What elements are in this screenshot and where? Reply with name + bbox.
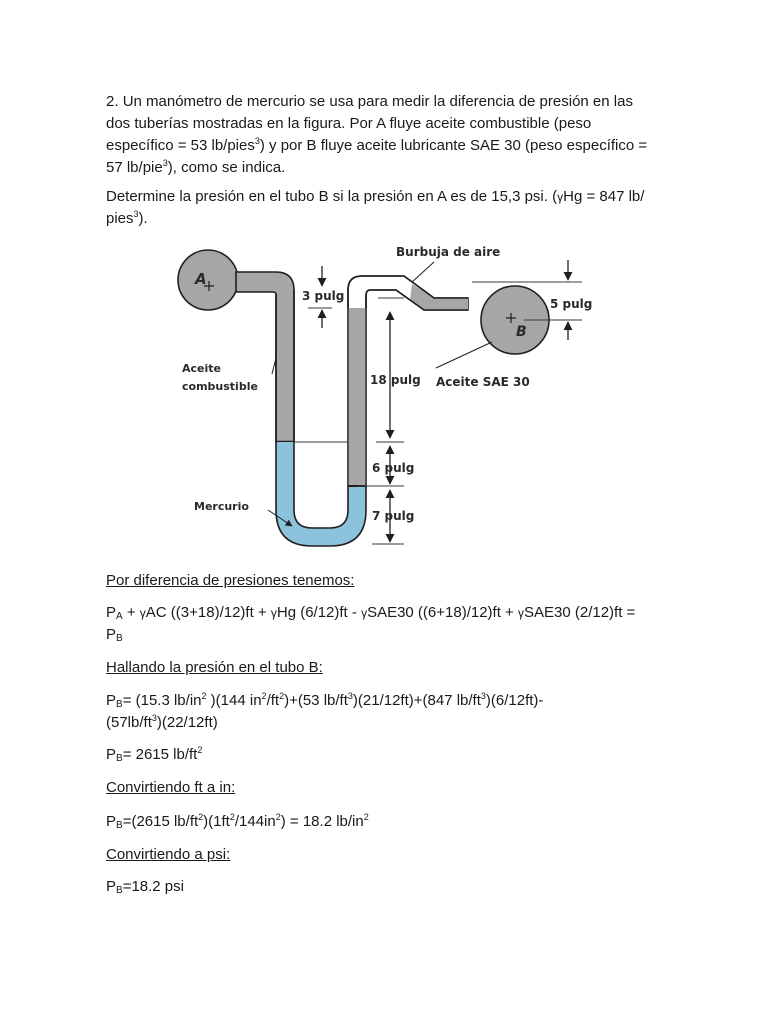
heading-hallando: Hallando la presión en el tubo B:	[106, 659, 323, 676]
exponent: 2	[197, 745, 203, 755]
eq-text: /ft	[266, 692, 280, 709]
eq-text: )(144 in	[206, 692, 262, 709]
heading-diferencia: Por diferencia de presiones tenemos:	[106, 572, 355, 589]
label-7-pulg: 7 pulg	[372, 509, 415, 523]
p-symbol: P	[106, 878, 117, 895]
eq-text: AC ((3+18)/12)ft +	[145, 604, 271, 621]
p-symbol: P	[106, 626, 117, 643]
eq-text: ) = 18.2 lb/in	[280, 813, 364, 830]
question-text	[106, 186, 666, 230]
label-aceite: Aceite	[182, 362, 221, 375]
question-line-2a: pies	[106, 210, 134, 227]
tank-a-label: A	[195, 270, 207, 288]
exponent: 2	[261, 691, 267, 701]
subscript: B	[116, 699, 123, 710]
exponent: 2	[279, 691, 285, 701]
eq-text: )(21/12ft)+(847 lb/ft	[352, 692, 481, 709]
problem-line-4a: 57 lb/pie	[106, 159, 163, 176]
eq-text: +	[122, 604, 140, 621]
exponent: 3	[162, 158, 168, 168]
eq-text: )(1ft	[203, 813, 230, 830]
question-line-1b: Hg = 847 lb/	[563, 188, 645, 205]
equation-5	[106, 876, 666, 898]
question-line-2b: ).	[138, 210, 148, 227]
equation-4	[106, 811, 666, 833]
exponent: 2	[201, 691, 207, 701]
exponent: 3	[254, 136, 260, 146]
problem-line-3b: ) y por B fluye aceite lubricante SAE 30 (peso específico =	[259, 137, 648, 154]
problem-statement	[106, 91, 666, 179]
p-symbol: P	[106, 746, 117, 763]
heading-convirtiendo-ft: Convirtiendo ft a in:	[106, 779, 236, 796]
eq-text: )(22/12ft)	[156, 714, 218, 731]
label-3-pulg: 3 pulg	[302, 289, 345, 303]
u-tube-inner	[294, 290, 348, 528]
exponent: 2	[275, 812, 281, 822]
eq-text: Hg (6/12)ft -	[276, 604, 362, 621]
problem-number: 2.	[106, 93, 119, 110]
label-5-pulg: 5 pulg	[550, 297, 593, 311]
eq-text: (57lb/ft	[106, 714, 152, 731]
p-symbol: P	[106, 692, 117, 709]
heading-convirtiendo-psi: Convirtiendo a psi:	[106, 846, 231, 863]
problem-line-4b: ), como se indica.	[167, 159, 286, 176]
subscript: B	[116, 753, 123, 764]
eq-text: =(2615 lb/ft	[122, 813, 199, 830]
leader-line	[412, 262, 434, 282]
problem-line-3a: específico = 53 lb/pies	[106, 137, 255, 154]
gamma-symbol: γ	[270, 606, 277, 620]
eq-text: )+(53 lb/ft	[284, 692, 348, 709]
subscript: A	[116, 611, 123, 622]
pipe-a	[236, 272, 294, 442]
exponent: 3	[480, 691, 486, 701]
tank-b-label: B	[516, 324, 527, 340]
exponent: 3	[151, 713, 157, 723]
label-mercurio: Mercurio	[194, 500, 249, 513]
gamma-symbol: γ	[139, 606, 146, 620]
tank-a	[178, 250, 238, 310]
problem-line-2: dos tuberías mostradas en la figura. Por A fluye aceite combustible (peso	[106, 115, 592, 132]
subscript: B	[116, 820, 123, 831]
eq-text: /144in	[234, 813, 276, 830]
label-burbuja: Burbuja de aire	[396, 245, 501, 259]
exponent: 2	[198, 812, 204, 822]
label-18-pulg: 18 pulg	[370, 373, 421, 387]
eq-text: = 2615 lb/ft	[122, 746, 198, 763]
leader-line	[436, 342, 492, 368]
exponent: 2	[363, 812, 369, 822]
eq-text: SAE30 (2/12)ft =	[523, 604, 636, 621]
eq-text: = (15.3 lb/in	[122, 692, 202, 709]
subscript: B	[116, 885, 123, 896]
p-symbol: P	[106, 813, 117, 830]
gamma-symbol: γ	[517, 606, 524, 620]
label-sae30: Aceite SAE 30	[436, 375, 530, 389]
exponent: 3	[133, 209, 139, 219]
gamma-symbol: γ	[557, 190, 564, 204]
subscript: B	[116, 633, 123, 644]
question-line-1a: Determine la presión en el tubo B si la presión en A es de 15,3 psi. (	[106, 188, 558, 205]
gamma-symbol: γ	[361, 606, 368, 620]
exponent: 2	[229, 812, 235, 822]
manometer-diagram	[172, 238, 602, 550]
eq-text: SAE30 ((6+18)/12)ft +	[367, 604, 518, 621]
eq-text: =18.2 psi	[122, 878, 184, 895]
label-6-pulg: 6 pulg	[372, 461, 415, 475]
exponent: 3	[347, 691, 353, 701]
equation-1	[106, 602, 666, 646]
eq-text: )(6/12ft)-	[485, 692, 544, 709]
p-symbol: P	[106, 604, 117, 621]
equation-2	[106, 690, 666, 734]
label-combustible: combustible	[182, 380, 258, 393]
problem-line-1: Un manómetro de mercurio se usa para medir la diferencia de presión en las	[122, 93, 633, 110]
oil-right-leg	[349, 308, 365, 486]
equation-3	[106, 744, 666, 766]
